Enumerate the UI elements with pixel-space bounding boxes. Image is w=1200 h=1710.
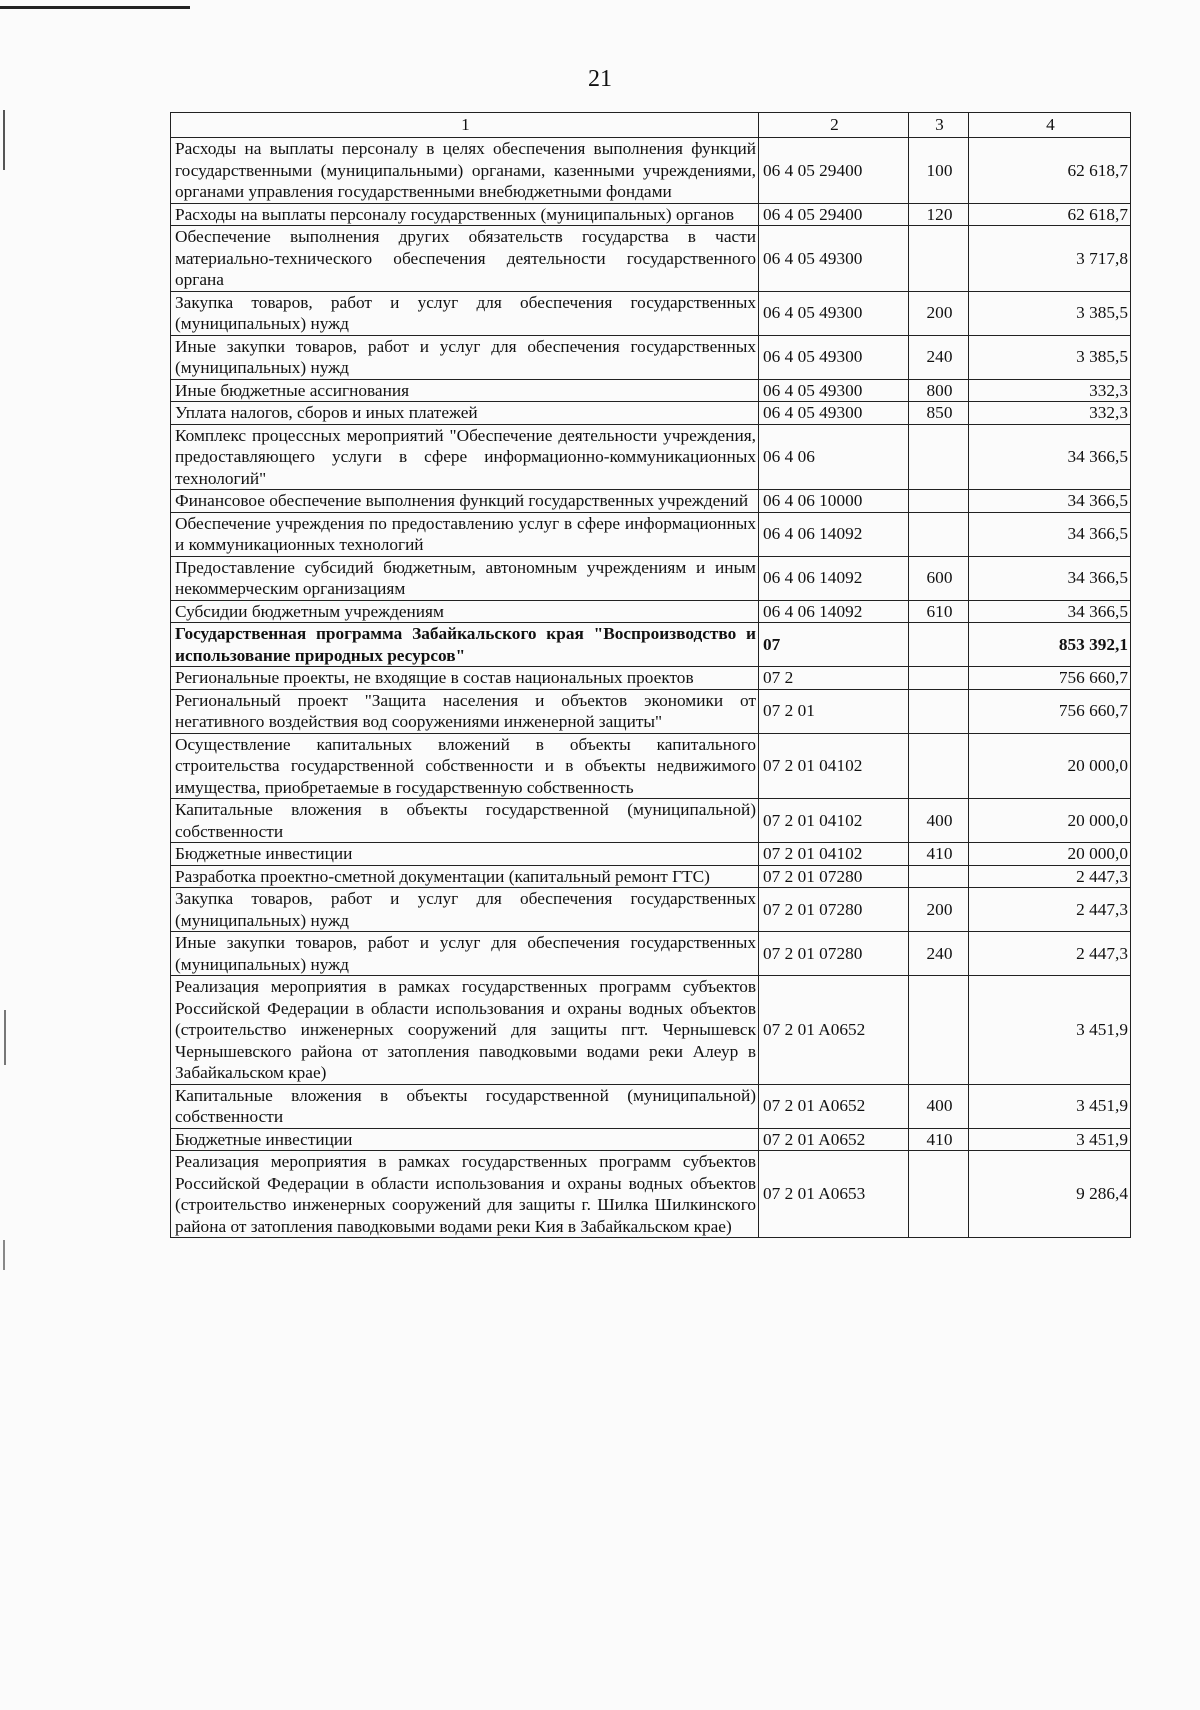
row-code-cell: 07 2 01 07280 — [759, 865, 909, 888]
row-code-cell: 07 2 01 A0653 — [759, 1151, 909, 1238]
row-code-cell: 07 2 01 A0652 — [759, 976, 909, 1085]
table-row — [171, 379, 1131, 402]
table-row — [171, 1084, 1131, 1128]
row-name-cell: Субсидии бюджетным учреждениям — [171, 600, 759, 623]
row-name-cell: Иные закупки товаров, работ и услуг для обеспечения государственных (муниципальных) нужд — [171, 932, 759, 976]
row-expense-type-cell — [909, 512, 969, 556]
table-row — [171, 1151, 1131, 1238]
row-expense-type-cell: 610 — [909, 600, 969, 623]
table-row — [171, 689, 1131, 733]
row-expense-type-cell: 240 — [909, 932, 969, 976]
row-code-cell: 06 4 06 14092 — [759, 512, 909, 556]
table-row — [171, 512, 1131, 556]
header-col-4: 4 — [969, 113, 1131, 138]
table-row — [171, 335, 1131, 379]
row-code-cell: 06 4 06 14092 — [759, 556, 909, 600]
row-expense-type-cell: 410 — [909, 843, 969, 866]
row-expense-type-cell: 400 — [909, 1084, 969, 1128]
row-name-cell: Уплата налогов, сборов и иных платежей — [171, 402, 759, 425]
row-amount-cell: 3 717,8 — [969, 226, 1131, 292]
row-amount-cell: 9 286,4 — [969, 1151, 1131, 1238]
table-header-row — [171, 113, 1131, 138]
budget-table — [170, 112, 1131, 1238]
row-name-cell: Бюджетные инвестиции — [171, 843, 759, 866]
table-row — [171, 976, 1131, 1085]
row-amount-cell: 20 000,0 — [969, 799, 1131, 843]
row-amount-cell: 3 385,5 — [969, 291, 1131, 335]
row-amount-cell: 34 366,5 — [969, 490, 1131, 513]
row-name-cell: Предоставление субсидий бюджетным, автономным учреждениям и иным некоммерческим организациям — [171, 556, 759, 600]
row-amount-cell: 2 447,3 — [969, 888, 1131, 932]
row-expense-type-cell — [909, 667, 969, 690]
row-name-cell: Закупка товаров, работ и услуг для обеспечения государственных (муниципальных) нужд — [171, 291, 759, 335]
row-amount-cell: 332,3 — [969, 379, 1131, 402]
row-name-cell: Расходы на выплаты персоналу в целях обеспечения выполнения функций государственными (муниципальными) органами, казенными учреждениями, органами управления государственными внебюджетными фондами — [171, 138, 759, 204]
row-code-cell: 07 2 01 07280 — [759, 932, 909, 976]
table-row — [171, 623, 1131, 667]
row-code-cell: 07 2 — [759, 667, 909, 690]
row-name-cell: Обеспечение выполнения других обязательств государства в части материально-технического обеспечения деятельности государственного органа — [171, 226, 759, 292]
row-code-cell: 07 2 01 07280 — [759, 888, 909, 932]
row-code-cell: 06 4 05 49300 — [759, 291, 909, 335]
row-name-cell: Региональные проекты, не входящие в состав национальных проектов — [171, 667, 759, 690]
row-expense-type-cell: 600 — [909, 556, 969, 600]
row-name-cell: Реализация мероприятия в рамках государственных программ субъектов Российской Федерации в области использования и охраны водных объектов (строительство инженерных сооружений для защиты г. Шилка Шилкинского района от затопления паводковыми водами реки Кия в Забайкальском крае) — [171, 1151, 759, 1238]
row-name-cell: Расходы на выплаты персоналу государственных (муниципальных) органов — [171, 203, 759, 226]
row-name-cell: Разработка проектно-сметной документации (капитальный ремонт ГТС) — [171, 865, 759, 888]
row-amount-cell: 3 451,9 — [969, 976, 1131, 1085]
page-number: 21 — [588, 66, 612, 92]
row-amount-cell: 3 451,9 — [969, 1128, 1131, 1151]
scan-artifact-mark — [3, 110, 5, 170]
table-row — [171, 402, 1131, 425]
row-code-cell: 06 4 05 29400 — [759, 203, 909, 226]
row-expense-type-cell — [909, 976, 969, 1085]
row-code-cell: 06 4 06 10000 — [759, 490, 909, 513]
table-row — [171, 733, 1131, 799]
row-amount-cell: 34 366,5 — [969, 600, 1131, 623]
row-expense-type-cell: 200 — [909, 291, 969, 335]
header-col-1: 1 — [171, 113, 759, 138]
row-name-cell: Государственная программа Забайкальского края "Воспроизводство и использование природных ресурсов" — [171, 623, 759, 667]
row-expense-type-cell — [909, 490, 969, 513]
row-expense-type-cell: 200 — [909, 888, 969, 932]
table-row — [171, 291, 1131, 335]
row-amount-cell: 62 618,7 — [969, 138, 1131, 204]
row-amount-cell: 756 660,7 — [969, 667, 1131, 690]
row-code-cell: 06 4 06 — [759, 424, 909, 490]
row-code-cell: 06 4 05 49300 — [759, 335, 909, 379]
row-code-cell: 07 2 01 A0652 — [759, 1128, 909, 1151]
table-row — [171, 600, 1131, 623]
row-name-cell: Региональный проект "Защита населения и объектов экономики от негативного воздействия вод сооружениями инженерной защиты" — [171, 689, 759, 733]
row-code-cell: 06 4 05 49300 — [759, 379, 909, 402]
row-code-cell: 07 2 01 04102 — [759, 799, 909, 843]
scan-artifact-mark — [4, 1010, 6, 1065]
row-code-cell: 06 4 05 49300 — [759, 226, 909, 292]
table-row — [171, 843, 1131, 866]
row-code-cell: 07 2 01 — [759, 689, 909, 733]
row-expense-type-cell: 100 — [909, 138, 969, 204]
row-expense-type-cell — [909, 623, 969, 667]
row-expense-type-cell: 120 — [909, 203, 969, 226]
row-expense-type-cell — [909, 226, 969, 292]
table-row — [171, 556, 1131, 600]
row-amount-cell: 332,3 — [969, 402, 1131, 425]
row-name-cell: Иные закупки товаров, работ и услуг для обеспечения государственных (муниципальных) нужд — [171, 335, 759, 379]
row-expense-type-cell — [909, 424, 969, 490]
row-name-cell: Капитальные вложения в объекты государственной (муниципальной) собственности — [171, 799, 759, 843]
row-name-cell: Закупка товаров, работ и услуг для обеспечения государственных (муниципальных) нужд — [171, 888, 759, 932]
row-expense-type-cell — [909, 865, 969, 888]
row-expense-type-cell: 410 — [909, 1128, 969, 1151]
table-row — [171, 424, 1131, 490]
row-name-cell: Обеспечение учреждения по предоставлению услуг в сфере информационных и коммуникационных технологий — [171, 512, 759, 556]
row-expense-type-cell — [909, 689, 969, 733]
row-code-cell: 07 2 01 04102 — [759, 843, 909, 866]
row-amount-cell: 2 447,3 — [969, 932, 1131, 976]
table-row — [171, 667, 1131, 690]
scan-artifact-line — [0, 6, 190, 9]
row-expense-type-cell: 240 — [909, 335, 969, 379]
row-amount-cell: 20 000,0 — [969, 843, 1131, 866]
row-code-cell: 07 — [759, 623, 909, 667]
table-row — [171, 865, 1131, 888]
row-expense-type-cell — [909, 1151, 969, 1238]
row-code-cell: 07 2 01 04102 — [759, 733, 909, 799]
table-row — [171, 138, 1131, 204]
header-col-3: 3 — [909, 113, 969, 138]
row-expense-type-cell: 400 — [909, 799, 969, 843]
row-name-cell: Финансовое обеспечение выполнения функций государственных учреждений — [171, 490, 759, 513]
table-row — [171, 490, 1131, 513]
row-amount-cell: 756 660,7 — [969, 689, 1131, 733]
row-amount-cell: 3 451,9 — [969, 1084, 1131, 1128]
row-amount-cell: 20 000,0 — [969, 733, 1131, 799]
row-code-cell: 06 4 06 14092 — [759, 600, 909, 623]
row-amount-cell: 62 618,7 — [969, 203, 1131, 226]
row-name-cell: Иные бюджетные ассигнования — [171, 379, 759, 402]
table-row — [171, 888, 1131, 932]
row-amount-cell: 34 366,5 — [969, 512, 1131, 556]
row-expense-type-cell: 850 — [909, 402, 969, 425]
row-amount-cell: 853 392,1 — [969, 623, 1131, 667]
table-row — [171, 226, 1131, 292]
row-expense-type-cell — [909, 733, 969, 799]
row-code-cell: 06 4 05 49300 — [759, 402, 909, 425]
table-row — [171, 932, 1131, 976]
row-amount-cell: 3 385,5 — [969, 335, 1131, 379]
table-row — [171, 1128, 1131, 1151]
scan-artifact-mark — [3, 1240, 5, 1270]
row-amount-cell: 2 447,3 — [969, 865, 1131, 888]
row-code-cell: 07 2 01 A0652 — [759, 1084, 909, 1128]
row-name-cell: Реализация мероприятия в рамках государственных программ субъектов Российской Федерации в области использования и охраны водных объектов (строительство инженерных сооружений для защиты пгт. Чернышевск Чернышевского района от затопления паводковыми водами реки Алеур в Забайкальском крае) — [171, 976, 759, 1085]
table-row — [171, 799, 1131, 843]
row-expense-type-cell: 800 — [909, 379, 969, 402]
row-name-cell: Капитальные вложения в объекты государственной (муниципальной) собственности — [171, 1084, 759, 1128]
row-amount-cell: 34 366,5 — [969, 556, 1131, 600]
row-name-cell: Комплекс процессных мероприятий "Обеспечение деятельности учреждения, предоставляющего услуги в сфере информационно-коммуникационных технологий" — [171, 424, 759, 490]
table-row — [171, 203, 1131, 226]
header-col-2: 2 — [759, 113, 909, 138]
row-amount-cell: 34 366,5 — [969, 424, 1131, 490]
row-name-cell: Бюджетные инвестиции — [171, 1128, 759, 1151]
row-name-cell: Осуществление капитальных вложений в объекты капитального строительства государственной собственности и в объекты недвижимого имущества, приобретаемые в государственную собственность — [171, 733, 759, 799]
row-code-cell: 06 4 05 29400 — [759, 138, 909, 204]
